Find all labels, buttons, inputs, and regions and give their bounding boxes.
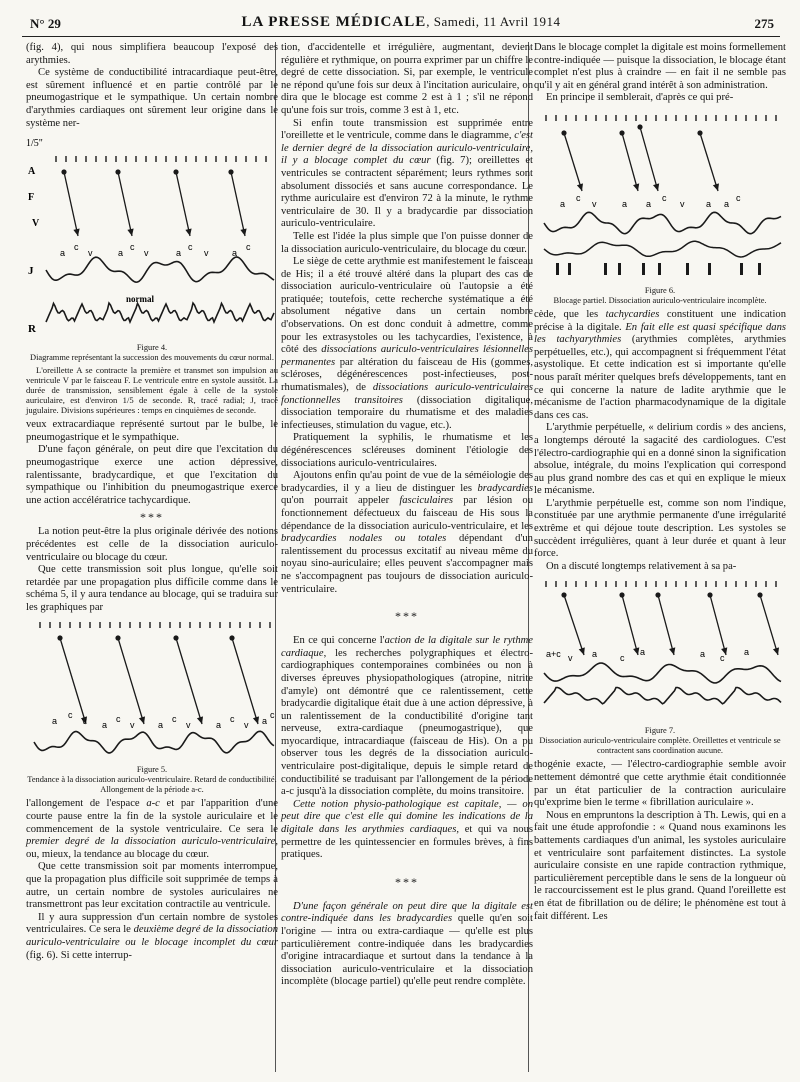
wave-label: v [82,716,87,727]
figure-caption-text: Blocage partiel. Dissociation auriculo-ventriculaire incomplète. [553,295,767,305]
text-run: constituent une indication précise à la digitale. [534,308,787,333]
paragraph [281,799,533,862]
time-ticks [40,622,270,628]
wave-label: a [176,248,182,259]
figure-4-note: L'oreillette A se contracte la première et transmet son impulsion au ventricule V par le faisceau F. Le ventricule entre en systole aussitôt. La durée de transmission, sensiblement égale à celle de la systole auriculaire, est d'environ 1/5 de seconde. R, tracé radial; J, tracé jugulaire. Divisions supérieures : temps en cinquièmes de seconde. [26,365,278,416]
issue-date: , Samedi, 11 Avril 1914 [426,14,561,29]
arrow-head [197,717,203,725]
ecg-bar [686,263,689,275]
time-ticks [546,115,776,121]
figure-5-caption [26,765,278,795]
text-run: et qui va nous permettre de les quintessencier en formules brèves, à fins pratiques. [281,824,533,861]
wave-label: v [680,198,685,209]
paragraph: veux extracardiaque représenté surtout par le bulbe, le pneumogastrique et le sympathique. [26,419,278,443]
label-j: J [28,265,34,278]
arrow-shaft [640,127,658,191]
wave-label: a [706,198,712,209]
wave-label: a [560,198,566,209]
wave-label: c [662,192,667,203]
text-run-italic: tachycardies [605,308,660,320]
figure-title: Figure 4. [136,343,168,353]
text-run: et par l'apparition d'une courte pause entre la fin de la systole auriculaire et le commencement de la systole ventriculaire. Ce sera le [26,798,278,835]
text-run: Il y aura suppression d'un certain nombre de systoles ventriculaires. Ce sera le [26,911,278,936]
label-v: V [32,218,40,230]
jugular-trace [544,663,781,683]
ecg-bar [758,263,761,275]
wave-label: a [744,647,750,658]
paragraph: thogénie exacte, — l'électro-cardiographie semble avoir nettement démontré que cette arythmie était conditionnée par un état particulier de la contraction auriculaire qu'exprime bien le terme « fibrillation auriculaire ». [534,759,786,809]
ecg-bar [604,263,607,275]
arrow-shaft [760,595,778,655]
text-run-italic: c'est le dernier degré de la dissociation auriculo-ventriculaire, il y a blocage complet du cœur [281,130,533,167]
figure-4 [26,132,278,415]
arrow-shaft [176,638,202,724]
figure-5 [26,616,278,795]
text-run: (fig. 7); oreillettes et ventricules se contractent séparément; leurs rythmes sont absolument dissociés et sans aucune correspondance. Le rythme auriculaire est d'environ 72 à la minute, le rythme ventriculaire de 30. Il y a bradycardie par dissociation auriculo-ventriculaire. [281,155,533,230]
conduction-arrows [561,124,719,191]
wave-label: c [230,714,235,725]
text-run-italic: premier degré de la dissociation auriculo-ventriculaire, [26,836,278,848]
atrial-dot [228,170,233,175]
wave-label: c [130,242,135,253]
text-run-italic: dissociations auriculo-ventriculaires lésionnelles permanentes [281,344,533,368]
text-run: Le siège de cette arythmie est manifestement le faisceau de His; il a été trouvé altéré dans la plupart des cas de dissociation auriculo-ventriculaire où l'autopsie a été pratiquée; toutefois, cette recherche systématique a été absolument négative dans un certain nombre d'observations. On est donc conduit à admettre, comme pour les extrasystoles ou les tachycardies, l'existence, à côté des [281,256,533,356]
atrial-dot [637,124,642,129]
paragraph [281,901,533,989]
figure-4-caption [26,343,278,363]
figure-7-caption [534,726,786,756]
label-a: A [28,166,36,178]
wave-label: a [640,647,646,658]
text-run-italic: fasciculaires [399,495,454,507]
jugular-trace [34,732,274,754]
wave-labels [546,647,749,663]
arrow-shaft [60,638,87,727]
page-header [22,14,780,34]
wave-label: c [620,653,625,664]
figure-6 [534,107,786,306]
text-run: En ce qui concerne l' [293,635,385,647]
wave-label: v [568,653,573,664]
atrial-dot [707,593,712,598]
conduction-arrows [57,636,259,725]
paragraph: Ce système de conductibilité intracardiaque peut-être, est sûrement influencé et en partie contrôlé par le pneumogastrique et le sympathique. Un certain nombre d'arythmies cardiaques ont sûrement leur origine dans le système ner- [26,67,278,129]
figure-7-diagram [534,575,786,725]
radial-trace [46,303,274,322]
paragraph [281,256,533,432]
text-run: ou, mieux, la tendance au blocage du cœur. [26,848,209,860]
arrow-head [579,648,585,656]
label-f: F [28,192,35,204]
text-run-italic: deuxième degré de la dissociation auriculo-ventriculaire ou le blocage incomplet du cœur [26,924,278,948]
wave-label: v [130,720,135,731]
wave-label: a [724,198,730,209]
scale-label: 1/5" [26,138,43,150]
column-2 [281,42,533,989]
arrow-shaft [622,133,638,191]
second-trace [544,241,781,257]
atrial-dot [115,170,120,175]
arrow-shaft [232,638,258,724]
time-ticks [546,581,776,587]
arrow-shaft [64,172,78,236]
arrow-head [185,229,191,237]
arrow-head [73,229,79,237]
arrow-shaft [700,133,718,191]
figure-title: Figure 5. [136,765,168,775]
conduction-arrows [61,170,246,237]
atrial-dot [561,130,566,135]
paragraph: Nous en empruntons la description à Th. Lewis, qui en a fait une étude approfondie : « Quand nous examinons les battements cardiaques d'un animal, les systoles auriculaire et ventriculaire sont parfaitement distinctes. La systole auriculaire consiste en une rapide contraction rythmique, particulièrement perceptible dans le sens de la longueur où le raccourcissement est le plus grand. Quand l'oreillette est en état de fibrillation ou de délire; le phénomène est tout à fait différent. Les [534,809,786,922]
paragraph: En principe il semblerait, d'après ce qui pré- [546,92,734,104]
text-run: qu'on pourrait appeler [281,495,400,507]
atrial-dot [757,593,762,598]
wave-label: c [576,192,581,203]
paragraph: tion, d'accidentelle et irrégulière, augmentant, devient régulière et rythmique, on pourra exprimer par un chiffre le degré de cette dissociation. Si, par exemple, le ventricule ne répond qu'une fois sur deux à l'incitation auriculaire, on dira que le blocage est comme 2 est à 1 ; s'il ne répond qu'une fois sur trois, comme 3 est à 1, etc. [281,42,533,116]
paragraph [534,309,786,422]
atrial-dot [561,593,566,598]
column-3 [534,42,786,923]
arrow-head [773,648,779,656]
text-run-italic: En fait elle est quasi spécifique dans les tachyarythmies [534,321,787,346]
arrow-head [240,229,246,237]
section-stars: *** [395,609,419,624]
paragraph: Telle est l'idée la plus simple que l'on puisse donner de la dissociation auriculo-ventriculaire, du blocage du cœur. [281,230,533,255]
text-run: Si enfin toute transmission est supprimée entre l'oreillette et le ventricule, comme dans le diagramme, [281,117,533,142]
wave-label: c [246,242,251,253]
arrow-shaft [658,595,674,655]
paragraph [281,118,533,231]
text-run-italic: action de la digitale sur le rythme cardiaque [281,635,533,659]
ecg-bar [618,263,621,275]
wave-label: c [188,242,193,253]
figure-6-caption [534,286,786,306]
text-run: l'allongement de l'espace [26,798,147,810]
wave-label: a [158,720,164,731]
text-run: cède, que les [534,308,606,320]
text-run-italic: bradycardies [477,482,533,494]
paragraph: (fig. 4), qui nous simplifiera beaucoup l'exposé des arythmies. [26,42,278,66]
wave-label: a [622,198,628,209]
wave-label: a [232,248,238,259]
text-run: (arythmies complètes, arythmies perpétuelles, etc.), qui accompagnent si fréquemment l'état asystolique. Et cette indication est si importante qu'elle nous paraît mériter quelques brefs développements, tant en ce qui concerne la nature de ladite arythmie que le mécanisme de l'action pharmacodynamique de la digitale dans ces cas. [534,334,786,421]
masthead [22,14,780,31]
wave-label: v [186,720,191,731]
ecg-bar [658,263,661,275]
arrow-shaft [564,595,584,655]
wave-label: v [244,720,249,731]
ecg-bar [708,263,711,275]
jugular-wave-labels [60,242,251,258]
ecg-bar [568,263,571,275]
wave-label: c [270,710,275,721]
arrow-shaft [710,595,726,655]
arrow-head [139,717,145,725]
paragraph: La notion peut-être la plus originale dérivée des notions précédentes est celle de la dissociation auriculo-ventriculaire ou blocage du cœur. [26,526,278,563]
atrial-dot [619,593,624,598]
wave-label: v [88,248,93,259]
arrow-shaft [118,638,144,724]
text-run-italic: D'une façon générale on peut dire que la digitale est contre-indiquée dans les bradycardies [281,900,533,925]
label-normal: normal [126,294,154,305]
wave-label: c [74,242,79,253]
ecg-bar [556,263,559,275]
arrow-head [577,183,583,191]
wave-label: c [720,653,725,664]
figure-title: Figure 7. [644,726,676,736]
paragraph [26,912,278,962]
paragraph: Dans le blocage complet la digitale est moins formellement contre-indiquée — puisque la dissociation, le blocage étant complet n'est plus à craindre — en fait il ne semble pas qu'il y ait en général grand intérêt à son administration. [534,42,786,91]
jugular-trace [544,212,781,233]
paragraph: L'arythmie perpétuelle, « delirium cordis » des anciens, a longtemps dérouté la sagacité des cardiologues. C'est l'électro-cardiographie qui en a donné sinon la signification absolue, intégrale, du moins l'explication qui correspond au plus grand nombre des cas et qui en explique le mieux le mécanisme. [534,422,786,497]
atrial-dot [697,130,702,135]
label-r: R [28,323,36,336]
section-stars: *** [140,510,164,525]
text-run: (fig. 6). Si cette interrup- [26,949,132,961]
text-run-italic: dissociations auriculo-ventriculaires fonctionnelles transitoires [281,382,533,406]
wave-label: a [118,248,124,259]
text-run: Ajoutons enfin qu'au point de vue de la séméiologie des bradycardies, il y a lieu de distinguer les [281,470,533,494]
wave-label: a [700,649,706,660]
text-run: par altération du faisceau de His (gommes, scléroses, dégénérescences post-infectieuses, post-rhumatismales), de [281,356,533,394]
figure-5-diagram [26,616,278,764]
text-run-italic: a-c [146,798,160,810]
atrial-dot [57,636,62,641]
conduction-arrows [561,593,779,656]
wave-label: a [102,720,108,731]
wave-labels [52,710,275,730]
figure-caption-text: Dissociation auriculo-ventriculaire complète. Oreillettes et ventricule se contractent sans coordination aucune. [539,736,781,756]
header-rule [22,36,780,37]
arrow-head [253,717,259,725]
ecg-bar [642,263,645,275]
wave-label: a+c [546,649,561,660]
paragraph [281,470,533,596]
text-run: (dissociation digitalique, dissociation temporaire du rhumatisme et des maladies infectieuses, stimulation du vague, etc.). [281,394,533,431]
ecg-bars [556,263,761,275]
atrial-dot [115,636,120,641]
text-run: , les recherches polygraphiques et électro-cardiographiques contemporaines combinées ou non à diverses épreuves physiopathologiques (atropine, nitrite d'amyle) ont démontré que ce ralentissement, cette bradycardie digitalique était due à une action dépressive, à un ralentissement de la conductibilité d'origine tant nerveuse, extra-cardiaque (pneumogastrique), que myocardique, intracardiaque (faisceau de His). On a pu observer tous les degrés de la dissociation auriculo-ventriculaire post-digitalique, depuis le simple retard de conductibilité se traduisant par l'allongement de la période a-c jusqu'à la dissociation complète, du moins transitoire. [281,647,533,798]
issue-number: N° 29 [30,16,61,31]
time-ticks [56,156,266,162]
arrow-shaft [118,172,132,236]
text-run-italic: bradycardies nodales ou totales [281,533,447,545]
text-run: quelle qu'en soit l'origine — intra ou extra-cardiaque — qu'elle est plus particulièrement contre-indiquée dans les bradycardies d'origine intracardiaque et surtout dans la tendance à la dissociation auriculo-ventriculaire et la dissociation incomplète (blocage partiel) qu'elle peut rendre complète. [281,913,533,988]
wave-label: a [646,198,652,209]
atrial-dot [173,636,178,641]
figure-caption-text: Diagramme représentant la succession des mouvements du cœur normal. [30,353,274,363]
atrial-dot [61,170,66,175]
jugular-trace [46,257,274,282]
paragraph: Pratiquement la syphilis, le rhumatisme et les dégénérescences scléreuses dominent l'étiologie des dissociations auriculo-ventriculaires. [281,432,533,469]
arrow-head [127,229,133,237]
paragraph: D'une façon générale, on peut dire que l'excitation du pneumogastrique exerce une action dépressive, ralentissante, bradycardique, et que l'excitation du sympathique ou l'inhibition du pneumogastrique exerce une action accélératrice tachycardique. [26,444,278,506]
figure-title: Figure 6. [644,285,676,295]
paragraph: Que cette transmission soit par moments interrompue, que la propagation plus difficile soit supprimée de temps à autre, un certain nombre de systoles auriculaires ne transmettront pas leur excitation contractile au ventricule. [26,861,278,911]
wave-label: a [52,716,58,727]
wave-label: v [592,198,597,209]
ecg-bar [740,263,743,275]
wave-label: v [144,248,149,259]
journal-title: LA PRESSE MÉDICALE [241,14,427,30]
paragraph: Que cette transmission soit plus longue, qu'elle soit retardée par une propagation plus difficile comme dans le schéma 5, il y aura tendance au blocage, qui se traduira sur les graphiques par [26,564,278,613]
section-stars: *** [395,874,419,889]
radial-trace [544,688,781,704]
wave-label: v [204,248,209,259]
atrial-dot [655,593,660,598]
column-1 [26,42,278,962]
wave-labels [560,193,741,209]
text-run: par lésion ou fonctionnement défectueux du faisceau de His sous la dépendance de la dissociation auriculo-ventriculaire, et les [281,495,533,532]
wave-label: c [172,714,177,725]
wave-label: c [116,714,121,725]
page-number: 275 [754,16,774,31]
wave-label: a [592,649,598,660]
atrial-dot [229,636,234,641]
wave-label: c [736,192,741,203]
figure-7 [534,575,786,756]
paragraph: On a discuté longtemps relativement à sa pa- [546,560,737,572]
arrow-shaft [176,172,190,236]
wave-label: a [216,720,222,731]
figure-6-diagram [534,107,786,285]
wave-label: c [68,710,73,721]
atrial-dot [619,130,624,135]
wave-label: a [60,248,66,259]
arrow-shaft [564,133,582,191]
figure-caption-text: Tendance à la dissociation auriculo-ventriculaire. Retard de conductibilité. Allongement de la période a-c. [27,775,277,795]
arrow-shaft [231,172,245,236]
arrow-shaft [622,595,638,655]
paragraph [26,798,278,861]
paragraph [281,635,533,799]
atrial-dot [173,170,178,175]
figure-4-diagram [26,132,278,342]
arrow-head [713,183,719,191]
paragraph: L'arythmie perpétuelle est, comme son nom l'indique, constituée par une arythmie permanente d'une irrégularité extrême et qui déjoue toute description. Les systoles se succèdent irrégulières, quant à leur durée et quant à leur force. [534,497,786,560]
text-run: dépendant d'un ralentissement du processus excitatif au niveau même du noyau sino-auriculaire; elles peuvent s'accompagner mais ne s'accompagnent pas toujours de dissociation auriculo-ventriculaire. [281,533,533,595]
text-run-italic: Cette notion physio-pathologique est capitale, — on peut dire que c'est elle qui domine les indications de la digitale dans les arythmies cardiaques, [281,798,533,836]
wave-label: a [262,716,268,727]
